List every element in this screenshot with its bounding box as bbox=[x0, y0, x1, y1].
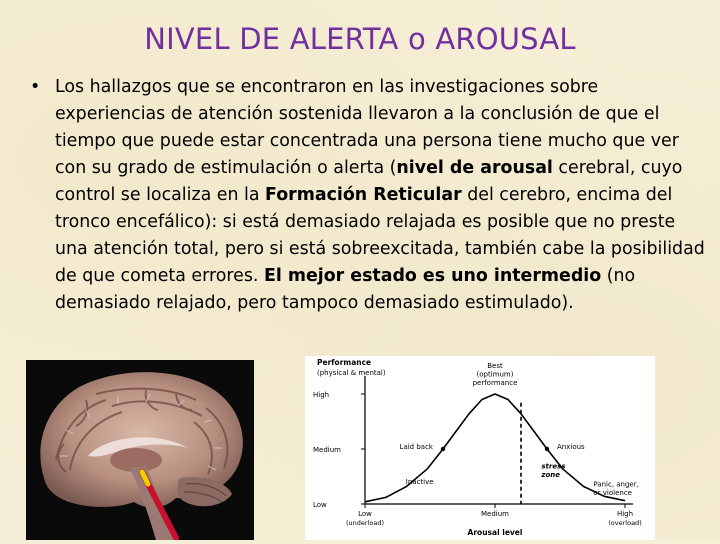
x-tick-sublabel: (underload) bbox=[345, 519, 385, 527]
annotation-label: or violence bbox=[593, 488, 633, 497]
paragraph-run: Los hallazgos que se encontraron en las investigaciones sobre experiencias de atención sostenida llevaron a la conclusión de que el tiempo que puede estar concentrada una persona tiene mucho que ver con su grado de estimulación o alerta ( bbox=[55, 77, 679, 178]
paragraph-run-bold: El mejor estado es uno intermedio bbox=[263, 266, 602, 286]
annotation-label: Inactive bbox=[405, 478, 434, 487]
paragraph-run: (no demasiado relajado, pero tampoco demasiado estimulado). bbox=[55, 266, 636, 313]
annotation-label: (optimum) bbox=[476, 370, 514, 379]
arousal-performance-chart bbox=[305, 356, 655, 540]
y-tick-label: Medium bbox=[313, 446, 341, 454]
paragraph-run: cerebral, cuyo control se localiza en la bbox=[55, 158, 683, 205]
bullet-paragraph bbox=[55, 74, 710, 317]
annotation-label: Panic, anger, bbox=[593, 480, 639, 489]
x-tick-label: High bbox=[616, 510, 634, 518]
annotation-label: Laid back bbox=[399, 443, 433, 451]
x-tick-label: Low bbox=[358, 510, 372, 518]
chart-svg bbox=[305, 356, 655, 540]
y-axis-title: Performance bbox=[317, 358, 372, 367]
y-tick-label: High bbox=[313, 391, 330, 399]
y-axis-subtitle: (physical & mental) bbox=[317, 369, 386, 377]
paragraph-run-bold: Formación Reticular bbox=[265, 185, 462, 205]
curve-point bbox=[441, 447, 445, 451]
paragraph-run-bold: nivel de arousal bbox=[396, 158, 553, 178]
annotation-label: performance bbox=[472, 379, 518, 387]
x-axis-title: Arousal level bbox=[467, 528, 523, 537]
annotation-label: stress bbox=[541, 462, 566, 471]
paragraph-run: del cerebro, encima del tronco encefálico): si está demasiado relajada es posible que no preste una atención total, pero si está sobreexcitada, también cabe la posibilidad de que cometa errores. bbox=[55, 185, 705, 286]
annotation-label: zone bbox=[541, 471, 561, 479]
slide-body bbox=[30, 74, 710, 317]
brain-image bbox=[26, 360, 254, 540]
curve-point bbox=[545, 447, 549, 451]
annotation-label: Anxious bbox=[557, 443, 585, 451]
brain-sagittal-section-icon bbox=[26, 360, 254, 540]
y-tick-label: Low bbox=[313, 501, 327, 509]
x-tick-sublabel: (overload) bbox=[608, 519, 642, 527]
x-tick-label: Medium bbox=[481, 510, 509, 518]
annotation-label: Best bbox=[487, 362, 503, 370]
bullet-marker: • bbox=[30, 77, 41, 97]
slide-title: NIVEL DE ALERTA o AROUSAL bbox=[144, 22, 576, 56]
